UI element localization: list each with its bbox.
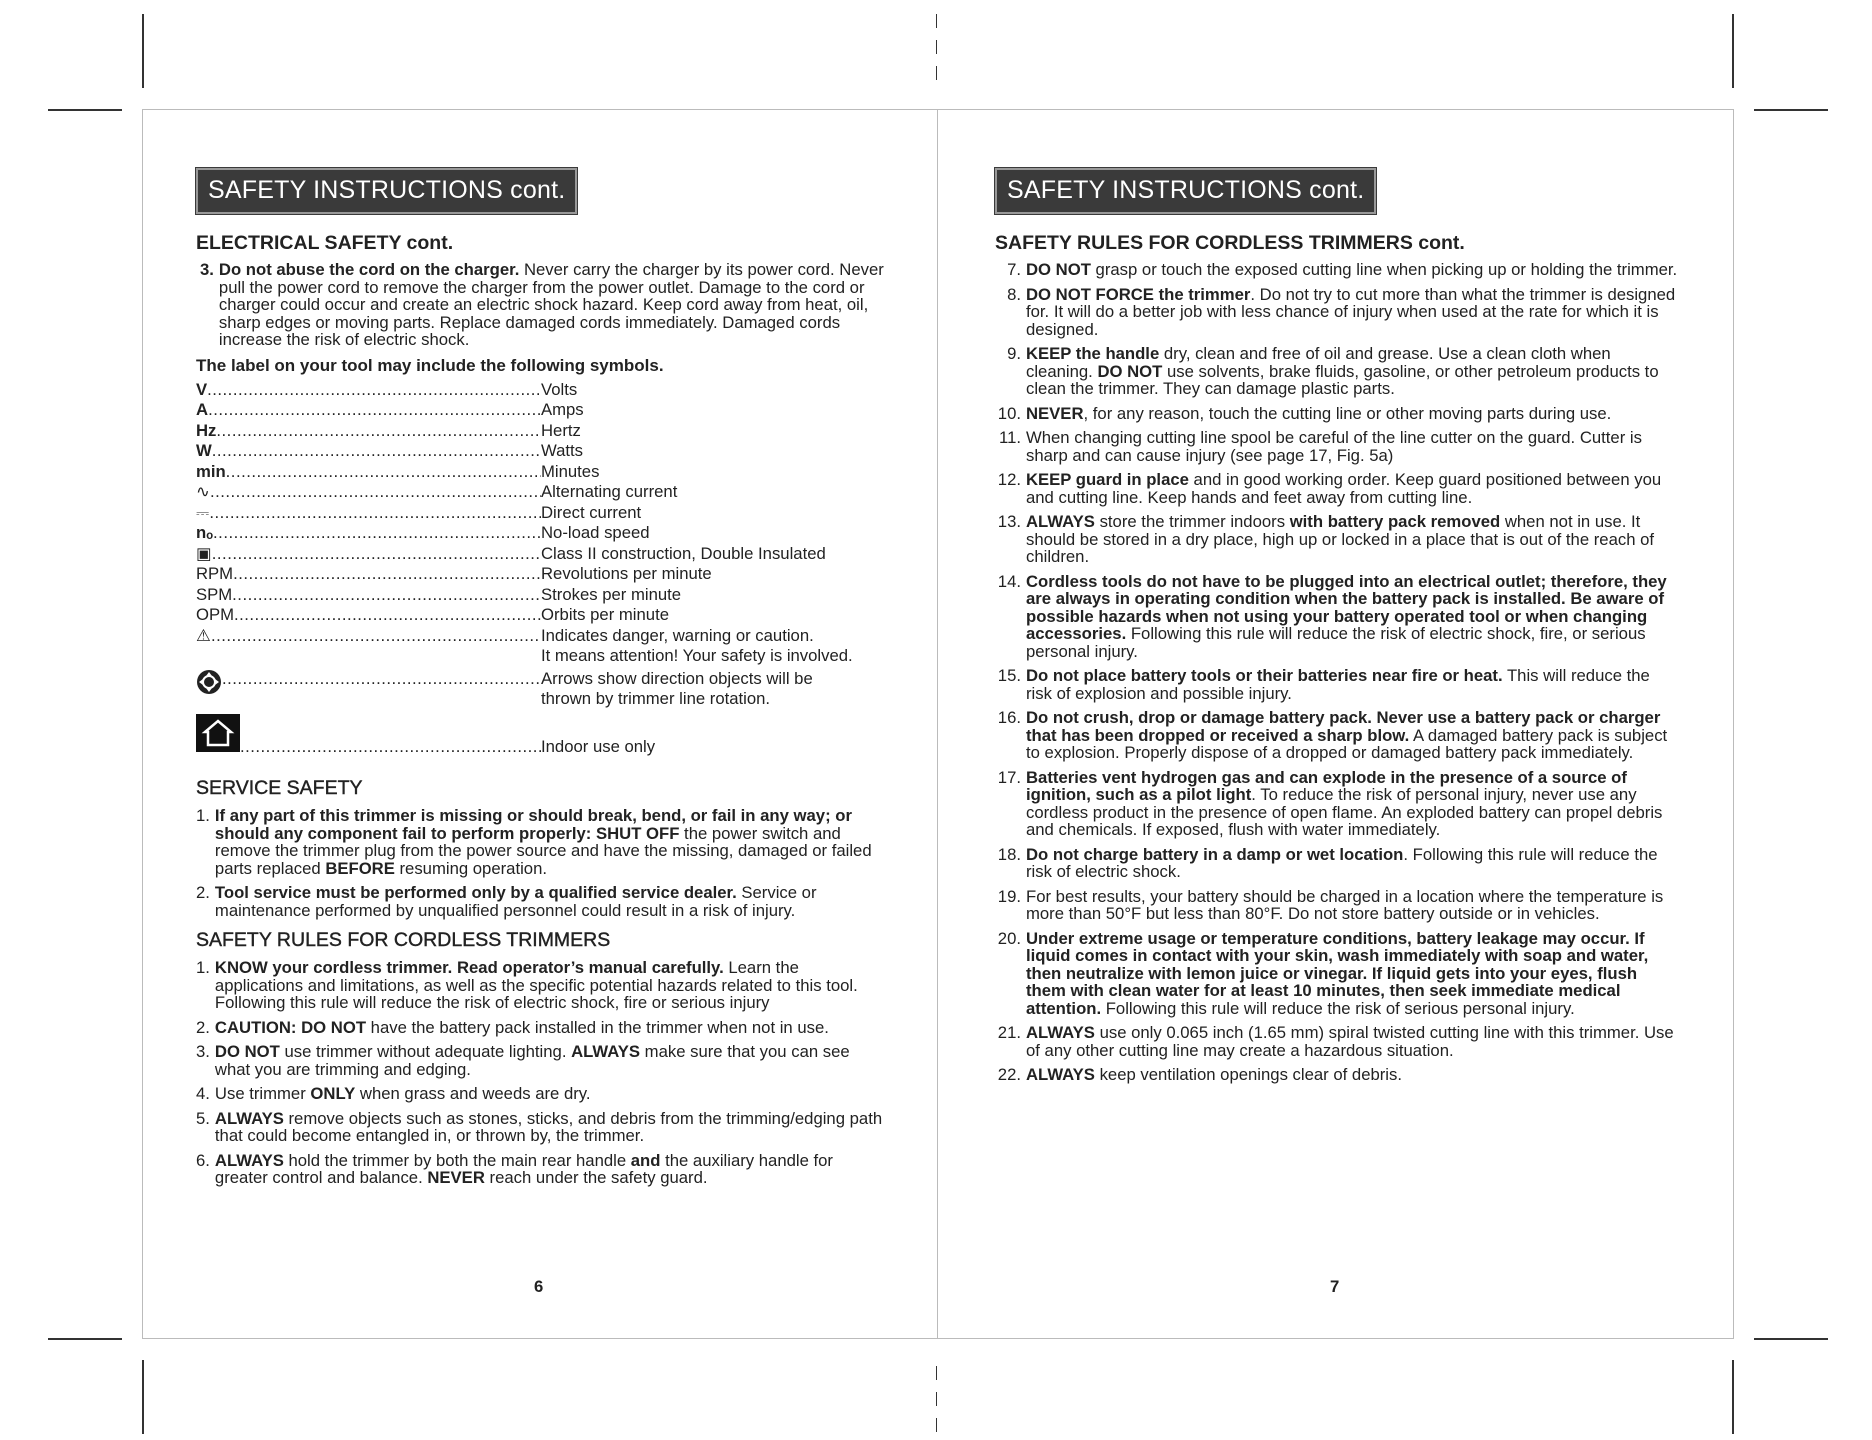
symbol-row: ▣ ..... Class II construction, Double Insulated bbox=[196, 544, 886, 565]
center-mark bbox=[936, 66, 937, 80]
crop-mark bbox=[142, 1360, 144, 1434]
crop-mark bbox=[1732, 14, 1734, 88]
symbol-row: SPM ..... Strokes per minute bbox=[196, 585, 886, 606]
symbols-heading: The label on your tool may include the following symbols. bbox=[196, 355, 664, 375]
list-item: 17. Batteries vent hydrogen gas and can explode in the presence of a source of ignition, such as a pilot light. To reduce the risk of personal injury, never use any cordless product in the presence of open flame. An exploded battery can propel debris and chemicals. If exposed, flush with water immediately. bbox=[997, 767, 1663, 839]
symbol-row: ∿ ..... Alternating current bbox=[196, 482, 886, 503]
list-item: 21. ALWAYS use only 0.065 inch (1.65 mm) spiral twisted cutting line with this trimmer. Use of any other cutting line may create a hazardous situation. bbox=[997, 1023, 1674, 1060]
symbol-row: ⚠ ..... Indicates danger, warning or caution. It means attention! Your safety is involved. bbox=[196, 626, 886, 667]
alternating-current-icon: ∿ bbox=[196, 482, 210, 501]
list-item: 2. Tool service must be performed only by a qualified service dealer. Service or maintenance performed by unqualified personnel could result in a risk of injury. bbox=[196, 883, 817, 920]
symbol-row: ..... Indoor use only bbox=[196, 714, 886, 758]
page-number-right: 7 bbox=[1330, 1277, 1340, 1296]
page-number-left: 6 bbox=[534, 1277, 544, 1296]
symbols-table bbox=[196, 380, 886, 758]
symbol-row: min ..... Minutes bbox=[196, 462, 886, 483]
list-item: 8. DO NOT FORCE the trimmer. Do not try to cut more than what the trimmer is designed for. It will do a better job with less chance of injury when used at the rate for which it is designed. bbox=[1007, 284, 1676, 339]
symbol-row: A ..... Amps bbox=[196, 400, 886, 421]
symbol-row: Hz ..... Hertz bbox=[196, 421, 886, 442]
crop-mark bbox=[1754, 1338, 1828, 1340]
direct-current-icon: ⎓ bbox=[196, 502, 210, 522]
symbol-row: V ..... Volts bbox=[196, 380, 886, 401]
list-item: 9. KEEP the handle dry, clean and free of oil and grease. Use a clean cloth when cleaning. DO NOT use solvents, brake fluids, gasoline, or other petroleum products to clean the trimmer. They can damage plastic parts. bbox=[1007, 344, 1659, 398]
list-item: 4. Use trimmer ONLY when grass and weeds are dry. bbox=[196, 1084, 591, 1103]
list-item: 2. CAUTION: DO NOT have the battery pack installed in the trimmer when not in use. bbox=[196, 1017, 829, 1037]
crop-mark bbox=[142, 14, 144, 88]
cordless-rules-heading: SAFETY RULES FOR CORDLESS TRIMMERS bbox=[196, 929, 611, 951]
list-item: 3. Do not abuse the cord on the charger. Never carry the charger by its power cord. Never pull the power cord to remove the charger from the power outlet. Damage to the cord or charger could occur and create an electric shock hazard. Keep cord away from heat, oil, sharp edges or moving parts. Replace damaged cords immediately. Damaged cords increase the risk of electric shock. bbox=[200, 260, 884, 349]
right-page bbox=[995, 168, 1680, 1091]
list-item: 3. DO NOT use trimmer without adequate lighting. ALWAYS make sure that you can see what you are trimming and edging. bbox=[196, 1042, 850, 1079]
cordless-rules-cont-heading: SAFETY RULES FOR CORDLESS TRIMMERS cont. bbox=[995, 232, 1465, 254]
list-item: 16. Do not crush, drop or damage battery pack. Never use a battery pack or charger that has been dropped or received a sharp blow. A damaged battery pack is subject to explosion. Properly dispose of a dropped or damaged battery pack immediately. bbox=[997, 708, 1668, 762]
list-item: 18. Do not charge battery in a damp or wet location. Following this rule will reduce the risk of electric shock. bbox=[997, 844, 1658, 881]
right-list bbox=[995, 261, 1680, 1084]
symbol-row: ..... Arrows show direction objects will be thrown by trimmer line rotation. bbox=[196, 669, 886, 710]
left-page bbox=[196, 168, 886, 1194]
warning-icon: ⚠ bbox=[196, 625, 211, 645]
list-item: 15. Do not place battery tools or their batteries near fire or heat. This will reduce the risk of explosion and possible injury. bbox=[997, 666, 1650, 703]
right-banner: SAFETY INSTRUCTIONS cont. bbox=[995, 168, 1376, 214]
list-item: 22. ALWAYS keep ventilation openings clear of debris. bbox=[997, 1065, 1402, 1084]
list-item: 1. KNOW your cordless trimmer. Read operator’s manual carefully. Learn the applications and limitations, as well as the specific potential hazards related to this tool. Following this rule will reduce the risk of electric shock, fire or serious injury bbox=[196, 958, 858, 1012]
symbol-row: ⎓ ..... Direct current bbox=[196, 503, 886, 524]
list-item: 5. ALWAYS remove objects such as stones, sticks, and debris from the trimming/edging path that could become entangled in, or thrown by, the trimmer. bbox=[196, 1108, 883, 1145]
crop-mark bbox=[48, 1338, 122, 1340]
crop-mark bbox=[1754, 109, 1828, 111]
page-fold bbox=[937, 109, 938, 1339]
list-item: 14. Cordless tools do not have to be plugged into an electrical outlet; therefore, they are always in operating condition when the battery pack is installed. Be aware of possible hazards when not using your battery operated tool or when changing accessories. Following this rule will reduce the risk of electric shock, fire, or serious personal injury. bbox=[997, 571, 1667, 661]
center-mark bbox=[936, 1366, 937, 1380]
rotation-icon bbox=[196, 669, 222, 695]
symbol-row: RPM ..... Revolutions per minute bbox=[196, 564, 886, 585]
service-safety-heading: SERVICE SAFETY bbox=[196, 777, 363, 799]
list-item: 12. KEEP guard in place and in good working order. Keep guard positioned between you and cutting line. Keep hands and feet away from cutting line. bbox=[997, 470, 1662, 507]
left-banner: SAFETY INSTRUCTIONS cont. bbox=[196, 168, 577, 214]
center-mark bbox=[936, 14, 937, 28]
symbol-row: W ..... Watts bbox=[196, 441, 886, 462]
center-mark bbox=[936, 1392, 937, 1406]
electrical-safety-heading: ELECTRICAL SAFETY cont. bbox=[196, 232, 454, 254]
double-insulated-icon: ▣ bbox=[196, 543, 212, 563]
crop-mark bbox=[48, 109, 122, 111]
indoor-use-icon bbox=[196, 714, 240, 752]
center-mark bbox=[936, 40, 937, 54]
list-item: 7. DO NOT grasp or touch the exposed cutting line when picking up or holding the trimmer. bbox=[1007, 260, 1678, 279]
list-item: 13. ALWAYS store the trimmer indoors with battery pack removed when not in use. It should be stored in a dry place, high up or locked in a place that is out of the reach of children. bbox=[997, 512, 1655, 566]
center-mark bbox=[936, 1418, 937, 1432]
list-item: 20. Under extreme usage or temperature conditions, battery leakage may occur. If liquid comes in contact with your skin, wash immediately with soap and water, then neutralize with lemon juice or vinegar. If liquid gets into your eyes, flush them with clean water for at least 10 minutes, then seek immediate medical attention. Following this rule will reduce the risk of serious personal injury. bbox=[997, 928, 1649, 1018]
no-load-speed-icon: nₒ bbox=[196, 523, 214, 542]
symbol-row: OPM ..... Orbits per minute bbox=[196, 605, 886, 626]
crop-mark bbox=[1732, 1360, 1734, 1434]
list-item: 10. NEVER, for any reason, touch the cutting line or other moving parts during use. bbox=[997, 403, 1612, 423]
list-item: 1. If any part of this trimmer is missing or should break, bend, or fail in any way; or should any component fail to perform properly: SHUT OFF the power switch and remove the trimmer plug from the power source and have the missing, damaged or failed parts replaced BEFORE resuming operation. bbox=[196, 806, 872, 878]
list-item: 11. When changing cutting line spool be careful of the line cutter on the guard. Cutter is sharp and can cause injury (see page 17, Fig. 5a) bbox=[999, 428, 1642, 465]
list-item: 6. ALWAYS hold the trimmer by both the main rear handle and the auxiliary handle for greater control and balance. NEVER reach under the safety guard. bbox=[196, 1150, 833, 1187]
symbol-row: nₒ ..... No-load speed bbox=[196, 523, 886, 544]
list-item: 19. For best results, your battery should be charged in a location where the temperature is more than 50°F but less than 80°F. Do not store battery outside or in vehicles. bbox=[997, 886, 1664, 923]
